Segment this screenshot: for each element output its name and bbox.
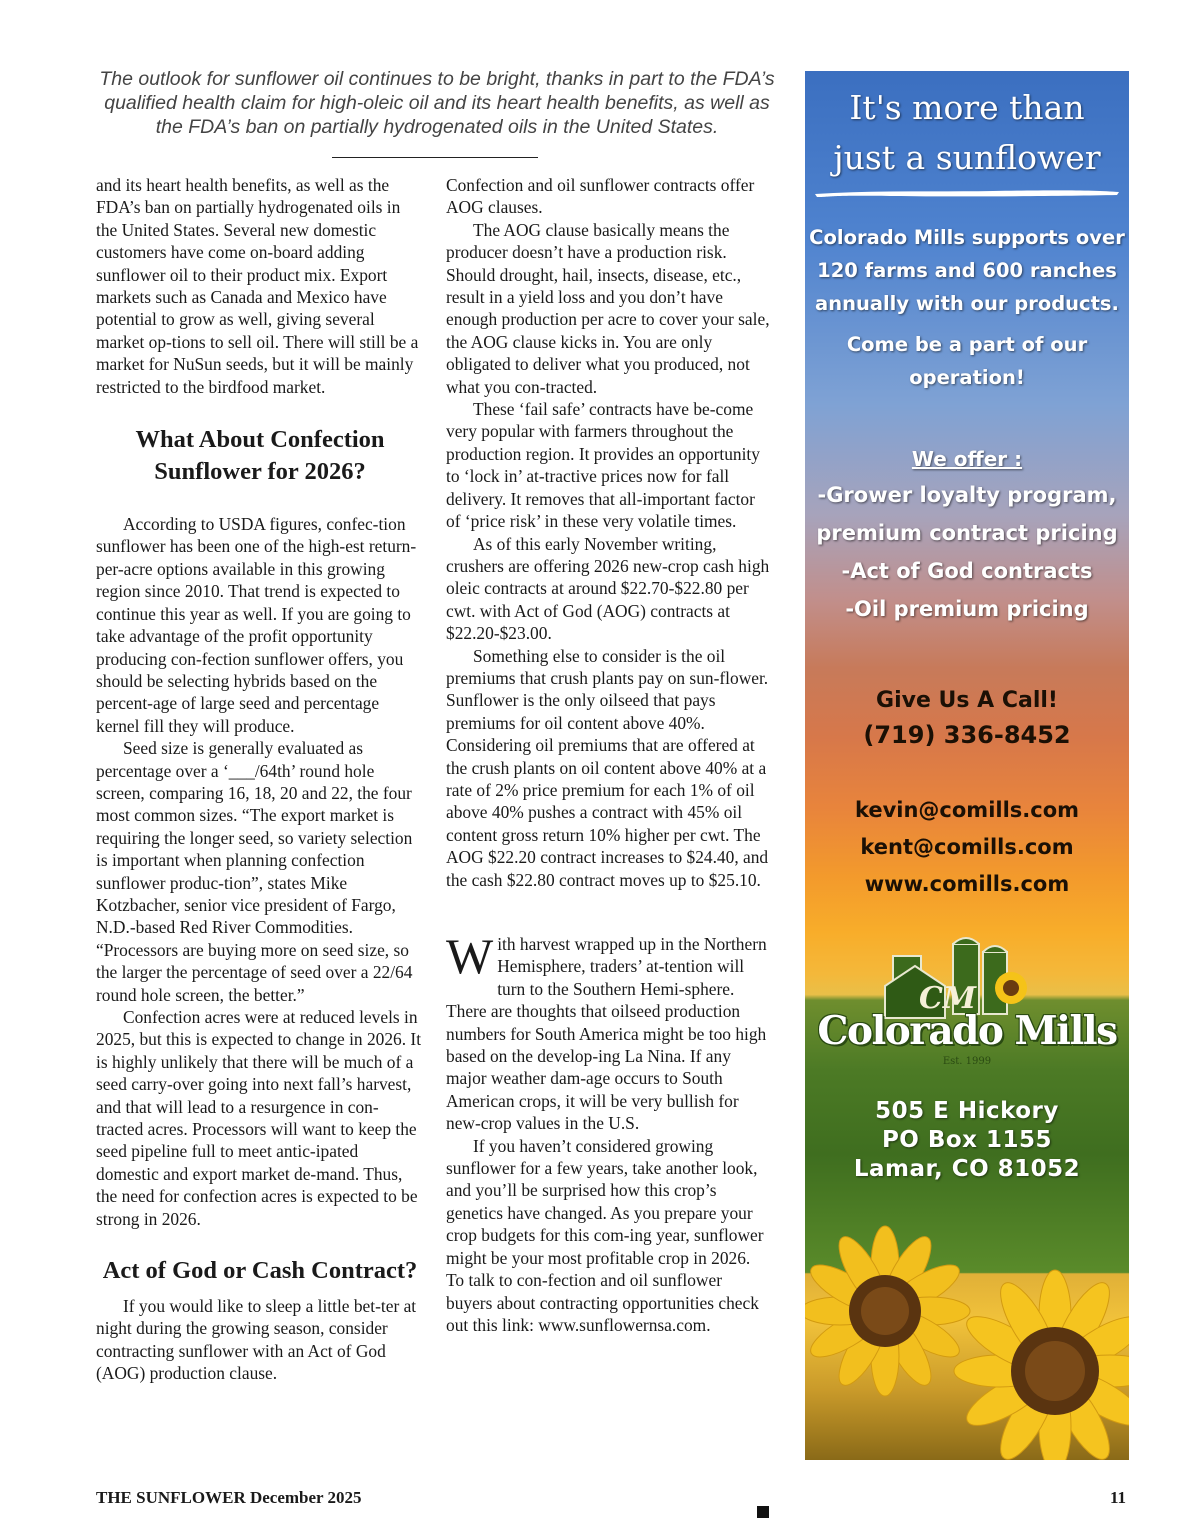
ad-invite-text [805, 328, 1129, 394]
paragraph: If you haven’t considered growing sunflower for a few years, take another look, and you’ll be surprised how this crop’s genetics have changed. As you prepare your crop budgets for this com-ing year, sunflower might be your most profitable crop in 2026. To talk to con-fection and oil sunflower buyers about contracting opportunities check out this link: www.sunflowernsa.com. [446, 1135, 764, 1335]
ad-phone-number: (719) 336-8452 [863, 721, 1071, 749]
ad-call-to-action: Give Us A Call! [876, 688, 1058, 713]
logo-established: Est. 1999 [942, 1056, 992, 1067]
ad-address [805, 1097, 1129, 1184]
paragraph: Something else to consider is the oil premiums that crush plants pay on sun-flower. Sunflower is the only oilseed that pays premiums for oil content above 40%. Considering oil premiums that are offered at the crush plants on oil content above 40% at a rate of 2% price premium for each 1% of oil above 40% pushes a contract with 45% oil content gross return 10% higher per cwt. The AOG $22.20 contract increases to $24.40, and the cash $22.80 contract moves up to $25.10. [446, 645, 769, 890]
paragraph: Confection and oil sunflower contracts offer AOG clauses. [446, 175, 755, 218]
ad-support-text [805, 221, 1129, 320]
footer-publication: THE SUNFLOWER December 2025 [96, 1488, 362, 1507]
logo-wordmark: Colorado Mills [817, 1008, 1117, 1054]
ad-website: www.comills.com [864, 872, 1070, 896]
ad-support-line: Colorado Mills supports over [809, 226, 1125, 249]
ad-address-line: PO Box 1155 [881, 1127, 1053, 1153]
ad-offer-item: -Act of God contracts [841, 559, 1093, 583]
ad-offer-item: -Oil premium pricing [845, 597, 1089, 621]
ad-address-line: 505 E Hickory [875, 1098, 1059, 1124]
ad-offer-item: -Grower loyalty program, [817, 483, 1117, 507]
sunflower-logo-icon [995, 972, 1027, 1004]
ad-offer-item: premium contract pricing [816, 521, 1118, 545]
drop-cap: W [446, 928, 494, 984]
paragraph-text: ith harvest wrapped up in the Northern Hemisphere, traders’ at-tention will turn to the Southern Hemi-sphere. There are thoughts that oilseed production numbers for South America might be too high based on the develop-ing La Nina. If any major weather dam-age occurs to South American crops, it will be very bullish for new-crop values in the U.S. [446, 934, 767, 1134]
article-column-2 [446, 174, 771, 1336]
ad-support-line: 120 farms and 600 ranches [817, 259, 1117, 282]
sunflower-photo [805, 1201, 1129, 1460]
ad-offer-list [805, 476, 1129, 628]
sunflower-image [805, 1226, 1129, 1460]
end-of-article-mark [757, 1506, 769, 1518]
ad-headline [805, 83, 1129, 183]
pull-quote: The outlook for sunflower oil continues to be bright, thanks in part to the FDA’s qualified health claim for high-oleic oil and its heart health benefits, as well as the FDA’s ban on partially hydrogenated oils in the United States. [99, 68, 775, 138]
ad-contact-list [805, 792, 1129, 903]
ad-offer-heading: We offer : [911, 447, 1023, 471]
ad-headline-line: It's more than [849, 88, 1085, 127]
paragraph: As of this early November writing, crushers are offering 2026 new-crop cash high oleic contracts at around $22.70-$22.80 per cwt. with Act of God (AOG) contracts at $22.20-$23.00. [446, 533, 770, 644]
paragraph: Seed size is generally evaluated as percentage over a ‘___/64th’ round hole screen, comparing 16, 18, 20 and 22, the four most common sizes. “The export market is requiring the longer seed, so variety selection is important when planning confection sunflower produc-tion”, states Mike Kotzbacher, senior vice president of Fargo, N.D.-based Red River Commodities. “Processors are buying more on seed size, so the larger the percentage of seed over a 22/64 round hole screen, the better.” [96, 738, 413, 1005]
brush-stroke-divider [813, 186, 1121, 200]
section-gap [446, 891, 771, 933]
paragraph: The AOG clause basically means the producer doesn’t have a production risk. Should drought, hail, insects, disease, etc., result in a yield loss and you don’t have enough production per acre to cover your sale, the AOG clause kicks in. You are only obligated to deliver what you produced, not what you con-tracted. [446, 219, 770, 397]
paragraph: If you would like to sleep a little bet-ter at night during the growing season, consider contracting sunflower with an Act of God (AOG) production clause. [96, 1296, 417, 1384]
pull-quote-divider [332, 157, 538, 158]
section-heading-confection: What About Confection Sunflower for 2026? [135, 426, 385, 486]
paragraph: According to USDA figures, confec-tion sunflower has been one of the high-est return-per-acre options available in this growing region since 2010. That trend is expected to continue this year as well. If you are going to take advantage of the profit opportunity producing con-fection sunflower offers, you should be selecting hybrids based on the percent-age of large seed and percentage kernel fill they will produce. [96, 514, 417, 736]
ad-email: kevin@comills.com [854, 798, 1080, 822]
ad-support-line: annually with our products. [815, 292, 1119, 315]
paragraph: and its heart health benefits, as well as the FDA’s ban on partially hydrogenated oils in the United States. Several new domestic customers have come on-board adding sunflower oil to their product mix. Export markets such as Canada and Mexico have potential to grow as well, giving several market op-tions to sell oil. There will still be a market for NuSun seeds, but it will be mainly restricted to the birdfood market. [96, 175, 419, 397]
paragraph: Confection acres were at reduced levels in 2025, but this is expected to change in 2026. It is highly unlikely that there will be much of a seed carry-over going into next fall’s harvest, and that will lead to a resurgence in con-tracted acres. Processors will want to keep the seed pipeline full to meet antic-ipated domestic and export market de-mand. Thus, the need for confection acres is expected to be strong in 2026. [96, 1007, 422, 1229]
ad-invite-line: operation! [909, 366, 1025, 389]
ad-address-line: Lamar, CO 81052 [853, 1156, 1081, 1182]
paragraph: These ‘fail safe’ contracts have be-come very popular with farmers throughout the production region. It provides an opportunity to ‘lock in’ at-tractive prices now for fall delivery. It removes that all-important factor of ‘price risk’ in these very volatile times. [446, 399, 760, 532]
paragraph-dropcap [446, 928, 771, 1135]
ad-invite-line: Come be a part of our [846, 333, 1088, 356]
ad-headline-line: just a sunflower [833, 138, 1101, 177]
article-column-1 [96, 174, 424, 1385]
ad-email: kent@comills.com [860, 835, 1074, 859]
page-number: 11 [1110, 1488, 1127, 1507]
logo-monogram: CM [919, 981, 977, 1016]
colorado-mills-advertisement [805, 71, 1129, 1460]
section-heading-aog: Act of God or Cash Contract? [102, 1257, 418, 1285]
